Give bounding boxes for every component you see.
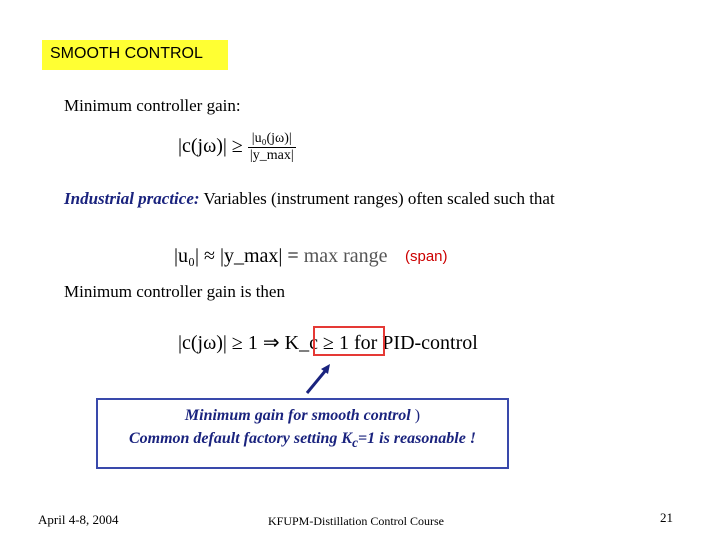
note-line-2 xyxy=(98,430,507,451)
note-line-2-sub: c xyxy=(352,435,359,451)
arrow-shaft xyxy=(307,370,326,393)
eq3-lhs: |c(jω)| ≥ 1 ⇒ xyxy=(178,332,285,354)
note-line-2-a: Common default factory setting K xyxy=(128,430,353,447)
note-line-1-paren: ) xyxy=(410,407,421,424)
note-line-2-b: =1 is reasonable ! xyxy=(358,430,477,447)
min-gain-then-text: Minimum controller gain is then xyxy=(64,282,285,301)
note-line-1 xyxy=(98,407,507,425)
eq3-kc: K_c ≥ 1 xyxy=(284,332,349,354)
eq3-rhs: for PID-control xyxy=(348,332,478,354)
industrial-practice-label: Industrial practice: xyxy=(64,189,200,208)
footer-page-number: 21 xyxy=(660,510,673,525)
slide-title: SMOOTH CONTROL xyxy=(50,45,203,62)
eq1-numerator: |u₀(jω)| xyxy=(248,131,296,148)
footer-date: April 4-8, 2004 xyxy=(38,512,119,527)
note-line-1-text: Minimum gain for smooth control xyxy=(184,407,411,424)
span-label: (span) xyxy=(405,248,448,265)
min-gain-text: Minimum controller gain: xyxy=(64,96,241,115)
industrial-practice-body: Variables (instrument ranges) often scaled such that xyxy=(199,189,555,208)
note-box xyxy=(96,398,509,469)
eq1-denominator: |y_max| xyxy=(249,148,294,163)
eq1-lhs: |c(jω)| ≥ xyxy=(178,135,243,158)
footer-course: KFUPM-Distillation Control Course xyxy=(268,514,445,528)
eq2-text: |u₀| ≈ |y_max| = xyxy=(174,245,304,267)
eq2-max-range: max range xyxy=(303,245,388,267)
